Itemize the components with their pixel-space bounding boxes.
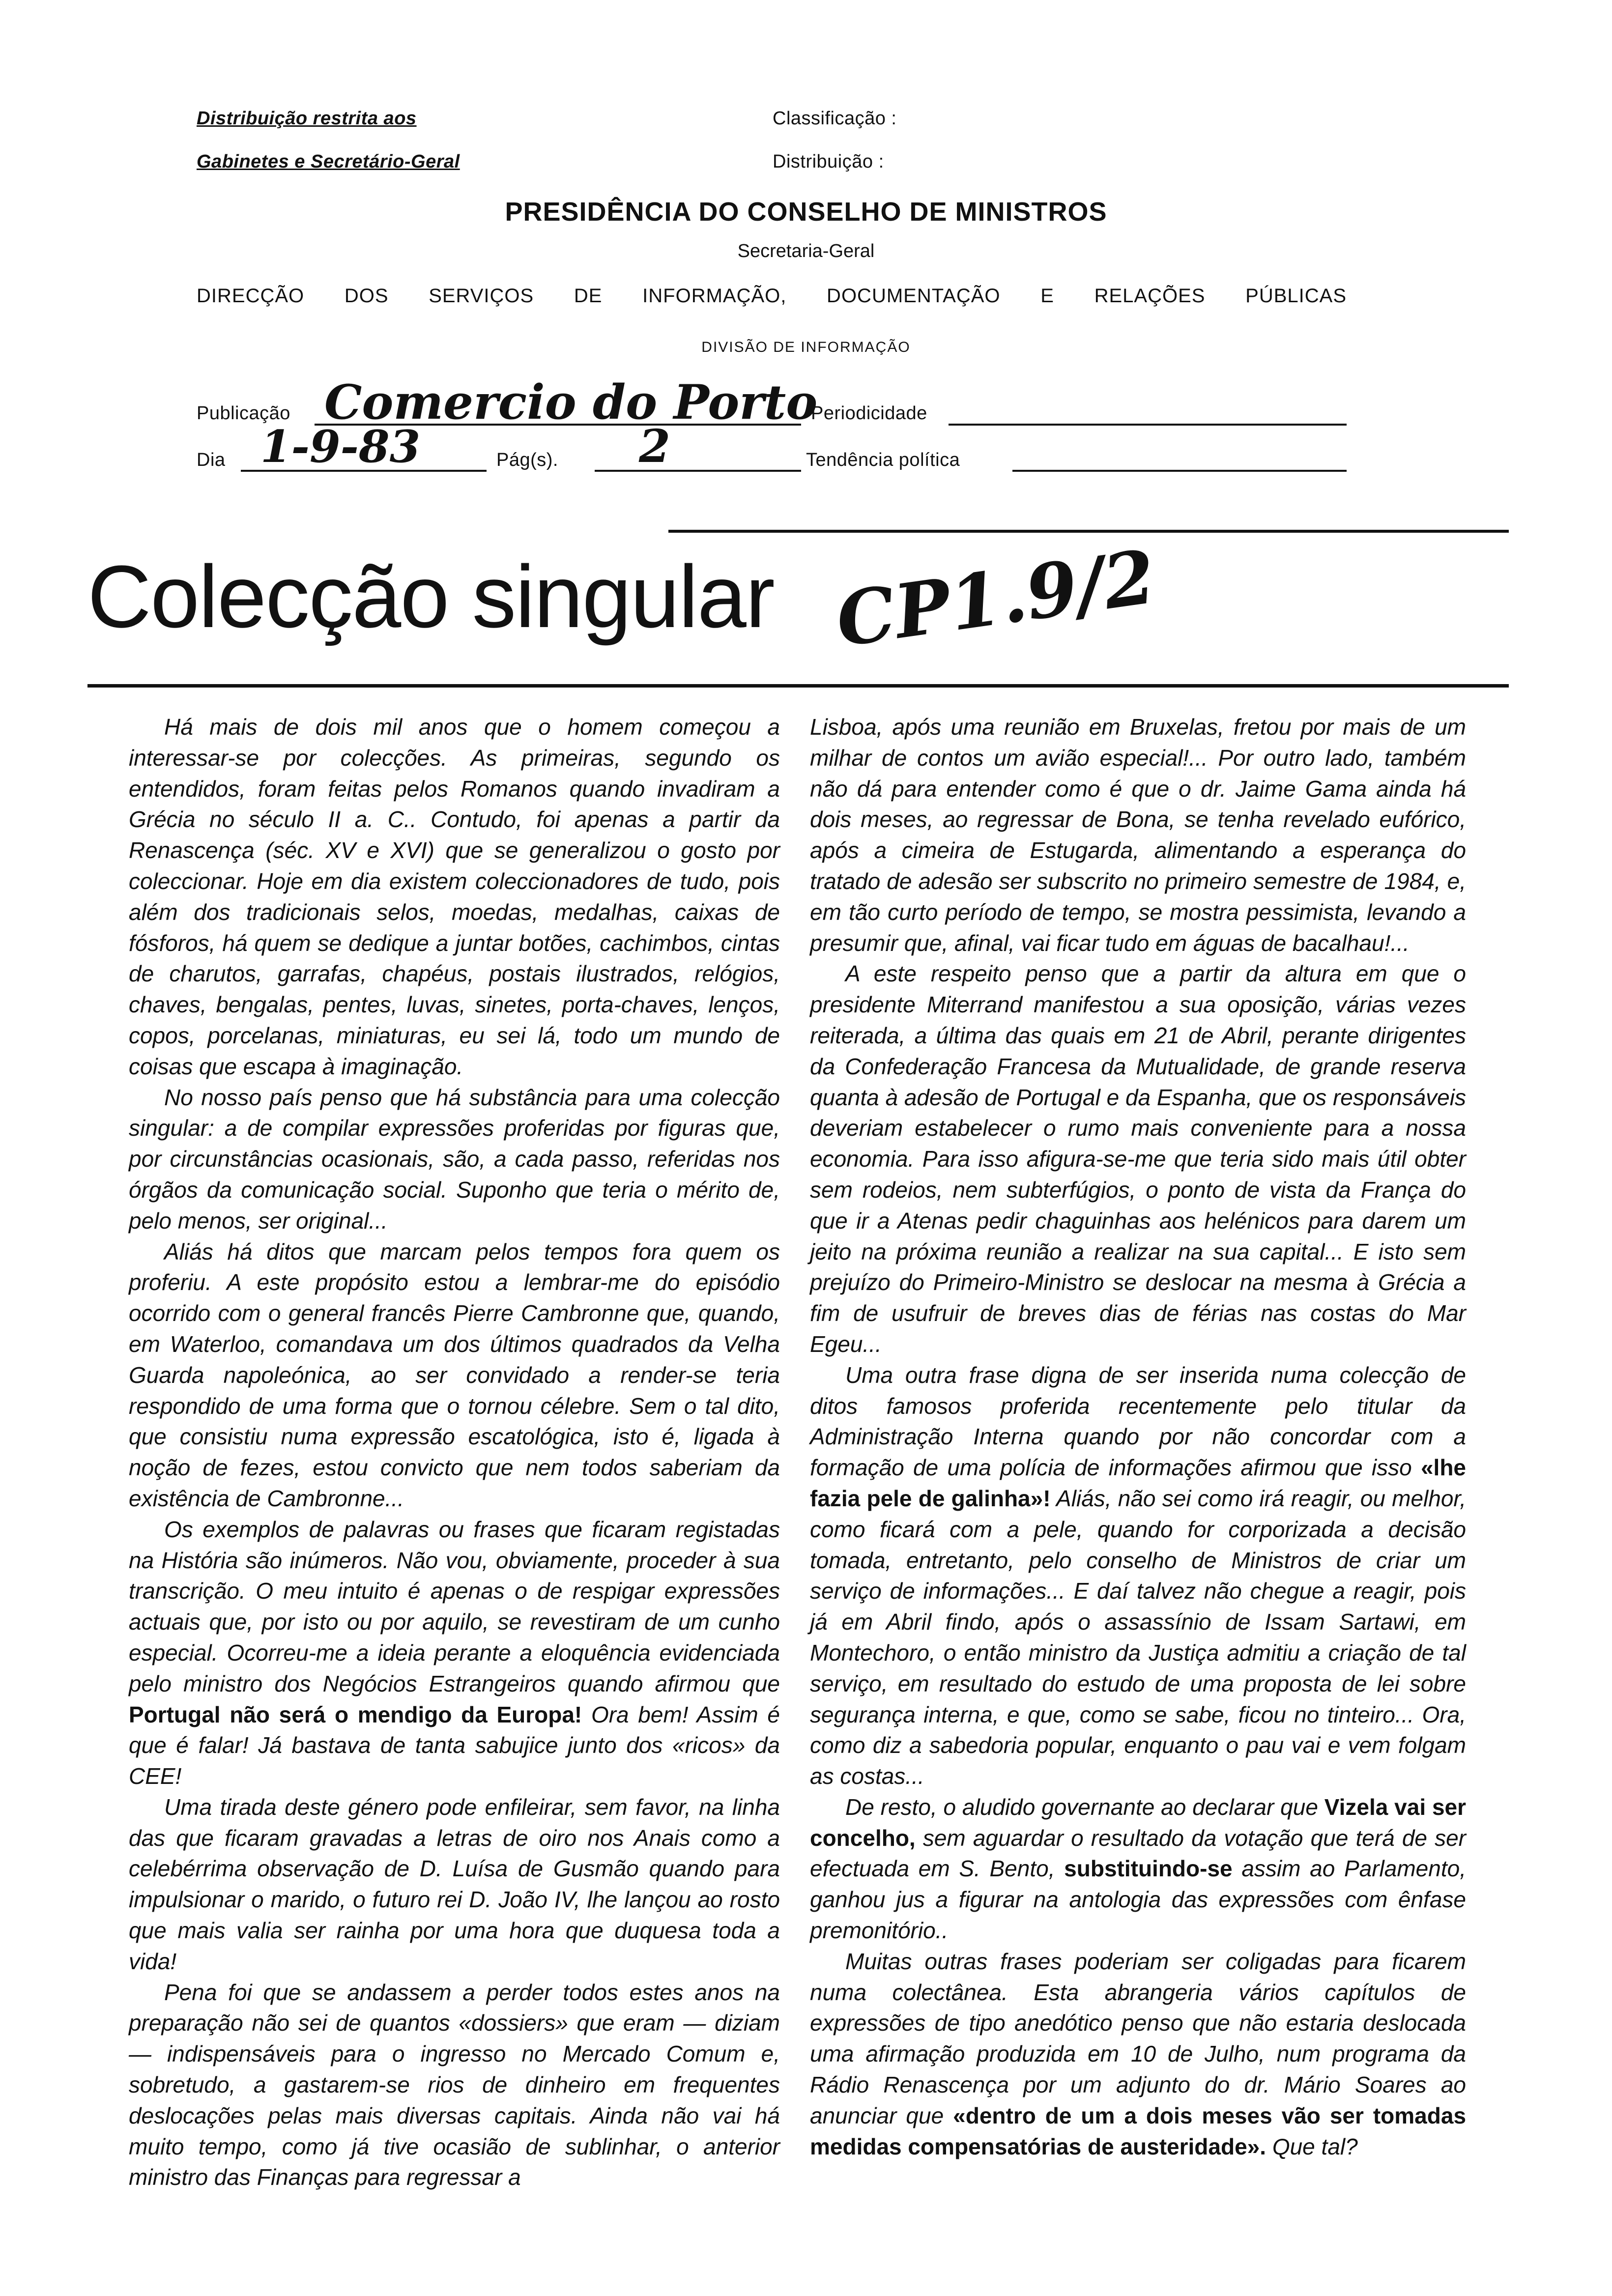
pags-field [595,420,801,473]
right-paragraph: A este respeito penso que a partir da altura em que o presidente Miterrand manifestou a sua oposição, várias vezes reiterada, a última das quais em 21 de Abril, perante dirigentes da Confederação Francesa da Mutualidade, de grande reserva quanta à adesão de Portugal e da Espanha, que os responsáveis deveriam estabelecer o rumo mais conveniente para a nossa economia. Para isso afigura-se-me que teria sido mais útil obter sem rodeios, nem subterfúgios, o ponto de vista da França do que ir a Atenas pedir chaguinhas aos helénicos para darem um jeito na próxima reunião a realizar na sua capital... E isto sem prejuízo do Primeiro-Ministro se deslocar na mesma à Grécia a fim de usufruir de breves dias de férias nas costas do Mar Egeu... [810,961,1466,1357]
right-text-span: Aliás, não sei como irá reagir, ou melhor, como ficará com a pele, quando for corporizada a decisão tomada, entretanto, pelo conselho de Ministros de criar um serviço de informações... E daí talvez não chegue a reagir, pois já em Abril findo, após o assassínio de Issam Sartawi, em Montechoro, o então ministro da Justiça admitiu a criação de tal serviço, em resultado do estudo de uma proposta de lei sobre segurança interna, e que, como se sabe, ficou no tinteiro... Ora, como diz a sabedoria popular, enquanto o pau vai e vem folgam as costas... [810,1485,1466,1789]
left-paragraph: Aliás há ditos que marcam pelos tempos fora quem os proferiu. A este propósito estou a lembrar-me do episódio ocorrido com o general francês Pierre Cambronne que, quando, em Waterloo, comandava um dos últimos quadrados da Velha Guarda napoleónica, ao ser convidado a render-se teria respondido de uma forma que o tornou célebre. Sem o tal dito, que consistiu numa expressão escatológica, isto é, ligada à noção de fezes, estou convicto que nem todos saberiam da existência de Cambronne... [129,1238,780,1511]
article-left-column [129,712,780,2193]
right-paragraph [810,1946,1466,2162]
distribuicao-label: Distribuição : [773,151,884,172]
publicacao-label: Publicação [197,403,290,424]
tendencia-field [1012,452,1347,472]
right-text-span: Muitas outras frases poderiam ser coligadas para ficarem numa colectânea. Esta abrangeria vários capítulos de expressões de tipo anedótico penso que não estaria deslocada uma afirmação produzida em 10 de Julho, num programa da Rádio Renascença por um adjunto do dr. Mário Soares ao anunciar que [810,1948,1466,2128]
left-text-span: Os exemplos de palavras ou frases que ficaram registadas na História são inúmeros. Não vou, obviamente, proceder à sua transcrição. O meu intuito é apenas o de respigar expressões actuais que, por isto ou por aquilo, se revestiram de um cunho especial. Ocorreu-me a ideia perante a eloquência evidenciada pelo ministro dos Negócios Estrangeiros quando afirmou que [129,1516,780,1696]
publicacao-handwritten: Comercio do Porto [324,374,818,430]
classificacao-label: Classificação : [773,108,897,129]
bold-quote: «lhe fazia pele de galinha»! [810,1455,1467,1511]
left-paragraph: Uma tirada deste género pode enfileirar, sem favor, na linha das que ficaram gravadas a letras de oiro nos Anais como a celebérrima observação de D. Luísa de Gusmão quando para impulsionar o marido, o futuro rei D. João IV, lhe lançou ao rosto que mais valia ser rainha por uma hora que duquesa toda a vida! [129,1794,780,1974]
right-text-span: Que tal? [1272,2133,1358,2159]
left-paragraph: Pena foi que se andassem a perder todos estes anos na preparação não sei de quantos «dossiers» que eram — diziam — indispensáveis para o ingresso no Mercado Comum e, sobretudo, a gastarem-se rios de dinheiro em frequentes deslocações pelas mais diversas capitais. Ainda não vai há muito tempo, como já tive ocasião de sublinhar, o anterior ministro das Finanças para regressar a [129,1979,780,2190]
left-paragraph: Há mais de dois mil anos que o homem começou a interessar-se por colecções. As primeiras, segundo os entendidos, foram feitas pelos Romanos quando invadiram a Grécia no século II a. C.. Contudo, foi apenas a partir da Renascença (séc. XV e XVI) que se generalizou o gosto por coleccionar. Hoje em dia existem coleccionadores de tudo, pois além dos tradicionais selos, moedas, medalhas, caixas de fósforos, há quem se dedique a juntar botões, cachimbos, cintas de charutos, garrafas, chapéus, postais ilustrados, relógios, chaves, bengalas, pentes, luvas, sinetes, porta-chaves, lenços, copos, porcelanas, miniaturas, eu sei lá, todo um mundo de coisas que escapa à imaginação. [129,714,780,1079]
secretaria-heading: Secretaria-Geral [737,241,875,261]
bold-quote: Portugal não será o mendigo da Europa! [129,1701,582,1727]
left-paragraph [129,1514,780,1792]
left-text-span: Ora bem! Assim é que é falar! Já bastava de tanta sabujice junto dos «ricos» da CEE! [129,1701,780,1789]
archive-annotation: CP1.9/2 [831,533,1161,664]
title-top-rule [668,530,1509,533]
article-title: Colecção singular [87,547,774,646]
bold-quote: «dentro de um a dois meses vão ser tomadas medidas compensatórias de austeridade». [810,2102,1467,2159]
right-text-span: assim ao Parlamento, ganhou jus a figurar na antologia das expressões com ênfase premonitório.. [810,1856,1466,1944]
periodicidade-label: Periodicidade [811,403,927,424]
pags-handwritten: 2 [639,420,671,473]
pags-label: Pág(s). [496,450,558,470]
right-text-span: sem aguardar o resultado da votação que terá de ser efectuada em S. Bento, [810,1825,1467,1882]
tendencia-label: Tendência política [806,450,960,470]
right-paragraph [810,1792,1466,1946]
dia-handwritten: 1-9-83 [260,421,421,473]
left-paragraph: No nosso país penso que há substância para uma colecção singular: a de compilar expressões proferidas por figuras que, por circunstâncias ocasionais, são, a cada passo, referidas nos órgãos da comunicação social. Suponho que teria o mérito de, pelo menos, ser original... [129,1084,780,1234]
right-paragraph [810,1360,1466,1792]
divisao-heading: DIVISÃO DE INFORMAÇÃO [701,339,911,355]
presidency-heading: PRESIDÊNCIA DO CONSELHO DE MINISTROS [505,197,1107,227]
right-text-span: Uma outra frase digna de ser inserida numa colecção de ditos famosos proferida recentemente pelo titular da Administração Interna quando por não concordar com a formação de uma polícia de informações afirmou que isso [810,1362,1466,1481]
article-right-column [810,712,1466,2162]
title-bottom-rule [87,684,1509,688]
right-text-span: De resto, o aludido governante ao declarar que [845,1794,1318,1820]
bold-quote: Vizela vai ser concelho, [810,1794,1467,1851]
dia-field [241,421,487,473]
distribution-line-1: Distribuição restrita aos [197,108,417,129]
bold-quote: substituindo-se [1064,1856,1233,1882]
periodicidade-field [949,406,1347,426]
distribution-line-2: Gabinetes e Secretário-Geral [197,151,460,172]
dia-label: Dia [197,450,226,470]
direccao-heading: DIRECÇÃO DOS SERVIÇOS DE INFORMAÇÃO, DOCUMENTAÇÃO E RELAÇÕES PÚBLICAS [197,285,1347,307]
publicacao-field [315,374,818,430]
right-paragraph: Lisboa, após uma reunião em Bruxelas, fretou por mais de um milhar de contos um avião especial!... Por outro lado, também não dá para entender como é que o dr. Jaime Gama ainda há dois meses, ao regressar de Bona, se tenha revelado eufórico, após a cimeira de Estugarda, alimentando a esperança do tratado de adesão ser subscrito no primeiro semestre de 1984, e, em tão curto período de tempo, se mostra pessimista, levando a presumir que, afinal, vai ficar tudo em águas de bacalhau!... [810,714,1466,956]
